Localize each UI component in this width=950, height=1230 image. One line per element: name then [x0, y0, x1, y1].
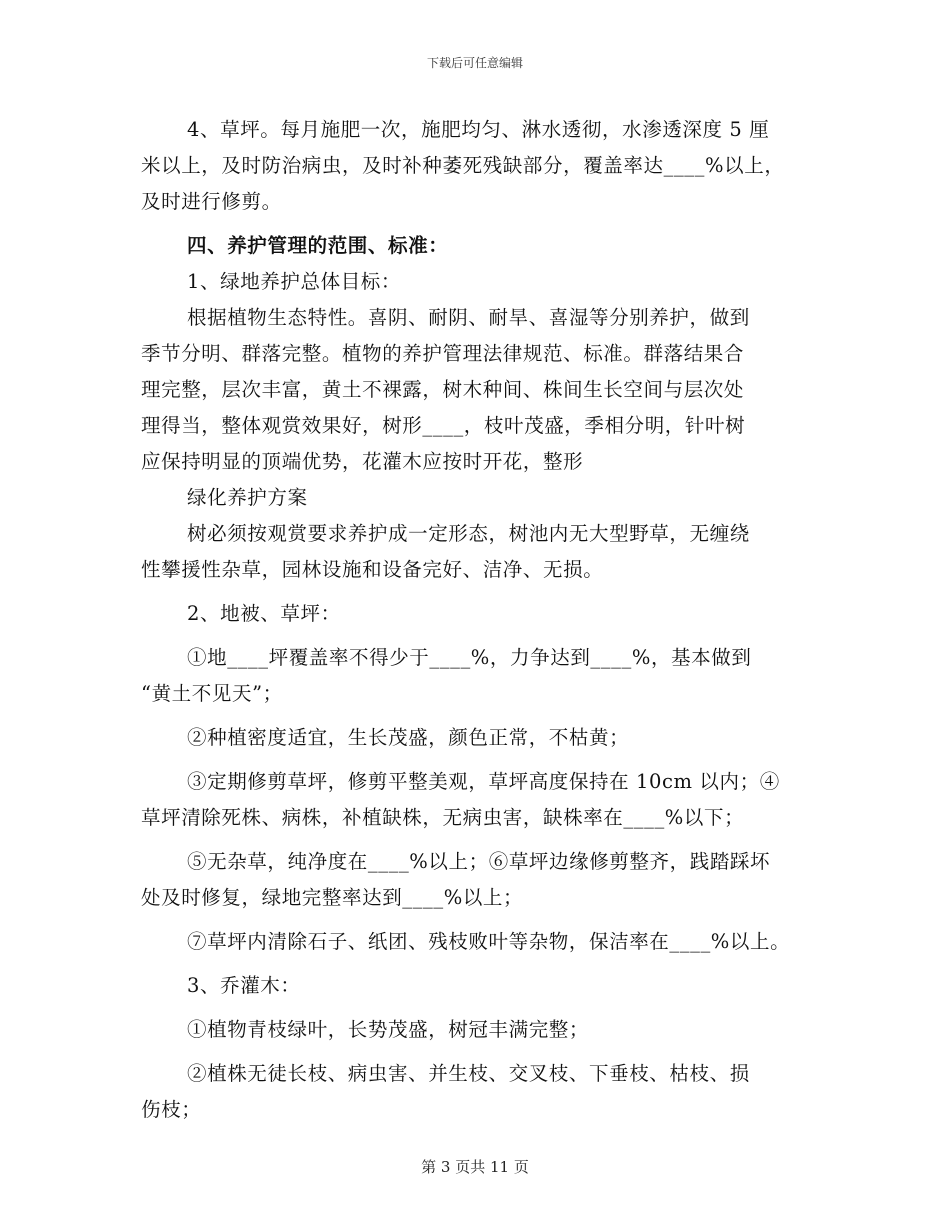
document-body — [141, 112, 821, 1128]
body-text-line: ①植物青枝绿叶，长势茂盛，树冠丰满完整； — [187, 1018, 590, 1041]
body-text-line: 根据植物生态特性。喜阴、耐阴、耐旱、喜湿等分别养护，做到 — [187, 306, 750, 329]
body-text-line: 草坪清除死株、病株，补植缺株，无病虫害，缺株率在____%以下； — [141, 806, 745, 829]
body-text-line: 理得当，整体观赏效果好，树形____，枝叶茂盛，季相分明，针叶树 — [141, 414, 746, 437]
body-text-line: 绿化养护方案 — [187, 486, 308, 509]
page-header: 下载后可任意编辑 — [426, 56, 523, 70]
body-text-line: 及时进行修剪。 — [141, 190, 282, 213]
body-text-line: “黄土不见天”； — [141, 682, 283, 705]
body-text-line: 2、地被、草坪： — [187, 602, 341, 625]
body-text-line: ②种植密度适宜，生长茂盛，颜色正常，不枯黄； — [187, 726, 630, 749]
body-text-line: 性攀援性杂草，园林设施和设备完好、洁净、无损。 — [141, 558, 604, 581]
body-text-line: ①地____坪覆盖率不得少于____%，力争达到____%，基本做到 — [187, 646, 752, 669]
body-text-line: ⑤无杂草，纯净度在____%以上；⑥草坪边缘修剪整齐，践踏踩坏 — [187, 850, 771, 873]
page-footer: 第 3 页共 11 页 — [421, 1158, 529, 1176]
body-text-line: 3、乔灌木： — [187, 974, 301, 997]
body-text-line: 树必须按观赏要求养护成一定形态，树池内无大型野草，无缠绕 — [187, 522, 750, 545]
body-text-line: 应保持明显的顶端优势，花灌木应按时开花，整形 — [141, 450, 584, 473]
body-text-line: 米以上，及时防治病虫，及时补种萎死残缺部分，覆盖率达____%以上， — [141, 154, 785, 177]
body-text-line: 4、草坪。每月施肥一次，施肥均匀、淋水透彻，水渗透深度 5 厘 — [187, 118, 770, 141]
body-text-line: 1、绿地养护总体目标： — [187, 270, 402, 293]
body-text-line: 伤枝； — [141, 1098, 202, 1121]
body-text-line: ③定期修剪草坪，修剪平整美观，草坪高度保持在 10cm 以内；④ — [187, 770, 780, 793]
body-text-line: 理完整，层次丰富，黄土不裸露，树木种间、株间生长空间与层次处 — [141, 378, 745, 401]
body-text-line: ⑦草坪内清除石子、纸团、残枝败叶等杂物，保洁率在____%以上。 — [187, 930, 791, 953]
body-text-line: 季节分明、群落完整。植物的养护管理法律规范、标准。群落结果合 — [141, 342, 745, 365]
body-text-line: ②植株无徒长枝、病虫害、并生枝、交叉枝、下垂枝、枯枝、损 — [187, 1062, 750, 1085]
section-heading: 四、养护管理的范围、标准： — [187, 234, 449, 257]
body-text-line: 处及时修复，绿地完整率达到____%以上； — [141, 886, 524, 909]
